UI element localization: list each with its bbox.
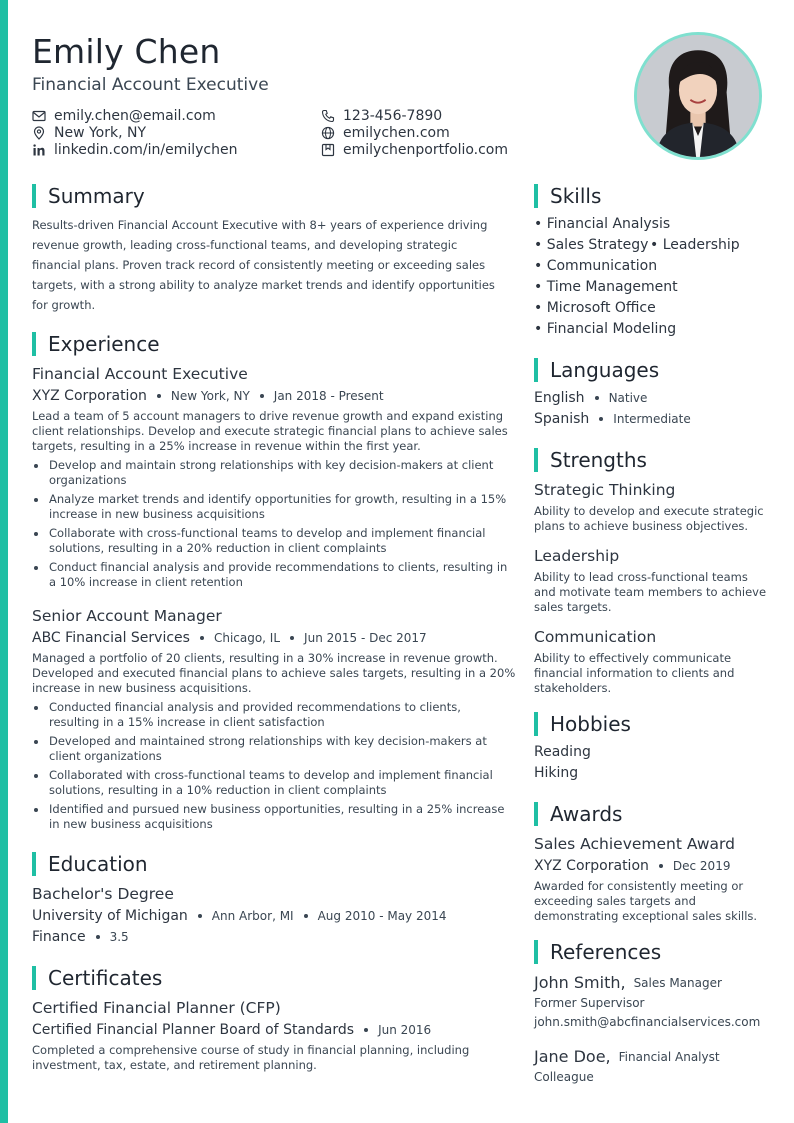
job-description — [32, 651, 515, 696]
heading-accent — [534, 448, 538, 472]
job-location: Chicago, IL — [213, 631, 281, 645]
list-item: Identified and pursued new business opportunities, resulting in a 25% increase in new business acquisitions — [32, 802, 504, 832]
school-location: Ann Arbor, MI — [211, 909, 294, 923]
skill-item: • Leadership — [650, 237, 740, 253]
linkedin-icon — [32, 143, 46, 157]
email-text: emily.chen@email.com — [54, 108, 216, 124]
job-dates: Jun 2015 - Dec 2017 — [304, 631, 427, 645]
summary-line: Results-driven Financial Account Executive with 8+ years of experience driving — [32, 218, 488, 232]
certificate-meta — [32, 1022, 431, 1038]
skill-item: • Sales Strategy — [534, 237, 649, 253]
heading-accent — [534, 184, 538, 208]
separator-dot — [599, 417, 603, 421]
strength-title: Leadership — [534, 547, 620, 565]
reference-header — [534, 1047, 720, 1066]
job-company: ABC Financial Services — [32, 630, 190, 646]
references-heading — [534, 940, 661, 964]
award-meta — [534, 858, 730, 874]
skill-item: • Communication — [534, 258, 658, 274]
certificate-issuer: Certified Financial Planner Board of Standards — [32, 1022, 355, 1038]
reference-role: Financial Analyst — [618, 1049, 720, 1064]
job-bullets — [32, 700, 504, 836]
separator-dot — [96, 935, 100, 939]
summary-line: targets, with a strong ability to analyze market trends and identify opportunities — [32, 278, 495, 292]
strengths-heading-text: Strengths — [550, 448, 647, 472]
reference-relation: Colleague — [534, 1070, 594, 1084]
certificate-description — [32, 1043, 469, 1073]
separator-dot — [198, 914, 202, 918]
summary-text — [32, 215, 495, 315]
mail-icon — [32, 109, 46, 123]
experience-heading — [32, 332, 160, 356]
certificates-heading — [32, 966, 162, 990]
job-title: Financial Account Executive — [32, 365, 248, 383]
phone-text: 123-456-7890 — [343, 108, 443, 124]
skill-item: • Financial Modeling — [534, 321, 677, 337]
languages-heading-text: Languages — [550, 358, 660, 382]
heading-accent — [32, 184, 36, 208]
award-org: XYZ Corporation — [534, 858, 649, 874]
list-item: Conducted financial analysis and provided recommendations to clients, resulting in a 15% increase in client satisfaction — [32, 700, 504, 730]
award-date: Dec 2019 — [672, 859, 731, 873]
award-name: Sales Achievement Award — [534, 835, 735, 853]
desc-line: Developed and executed financial plans to achieve sales targets, resulting in a 20% — [32, 666, 516, 680]
award-description: Awarded for consistently meeting or exceeding sales targets and demonstrating exceptional sales skills. — [534, 879, 758, 923]
heading-accent — [32, 966, 36, 990]
separator-dot — [364, 1028, 368, 1032]
certificate-date: Jun 2016 — [378, 1023, 432, 1037]
contact-email[interactable] — [32, 108, 216, 124]
education-heading — [32, 852, 148, 876]
bookmark-icon — [321, 143, 335, 157]
contact-linkedin[interactable] — [32, 142, 237, 158]
education-dates: Aug 2010 - May 2014 — [317, 909, 447, 923]
language-item — [534, 411, 691, 427]
summary-line: for growth. — [32, 298, 96, 312]
website-text: emilychen.com — [343, 125, 450, 141]
desc-line: client relationships. Develop and execute strategic financial plans to achieve sales — [32, 424, 508, 438]
job-meta — [32, 388, 384, 404]
heading-accent — [32, 852, 36, 876]
strengths-heading — [534, 448, 647, 472]
strength-description: Ability to effectively communicate financial information to clients and stakeholders. — [534, 651, 735, 695]
desc-line: increase in new business acquisitions. — [32, 681, 252, 695]
awards-heading-text: Awards — [550, 802, 623, 826]
language-name: English — [534, 390, 585, 406]
list-item: Collaborate with cross-functional teams to develop and implement financial solutions, resulting in a 20% reduction in client complaints — [32, 526, 507, 556]
job-title: Senior Account Manager — [32, 607, 222, 625]
summary-heading — [32, 184, 145, 208]
location-pin-icon — [32, 126, 46, 140]
separator-dot — [659, 864, 663, 868]
job-description — [32, 409, 508, 454]
separator-dot — [595, 396, 599, 400]
separator-dot — [304, 914, 308, 918]
location-text: New York, NY — [54, 125, 147, 141]
reference-email[interactable]: john.smith@abcfinancialservices.com — [534, 1015, 761, 1029]
experience-heading-text: Experience — [48, 332, 160, 356]
desc-line: investment, tax, estate, and retirement planning. — [32, 1058, 317, 1072]
list-item: Conduct financial analysis and provide recommendations to clients, resulting in a 10% increase in client retention — [32, 560, 507, 590]
contact-portfolio[interactable] — [321, 142, 508, 158]
heading-accent — [32, 332, 36, 356]
candidate-name: Emily Chen — [32, 32, 221, 71]
hobbies-heading — [534, 712, 631, 736]
skill-item: • Time Management — [534, 279, 678, 295]
reference-header — [534, 973, 722, 992]
desc-line: Lead a team of 5 account managers to drive revenue growth and expand existing — [32, 409, 504, 423]
awards-heading — [534, 802, 622, 826]
references-heading-text: References — [550, 940, 662, 964]
hobby-item: Reading — [534, 744, 591, 760]
hobbies-heading-text: Hobbies — [550, 712, 631, 736]
heading-accent — [534, 712, 538, 736]
separator-dot — [260, 394, 264, 398]
accent-bar — [0, 0, 8, 1123]
education-heading-text: Education — [48, 852, 148, 876]
globe-icon — [321, 126, 335, 140]
strength-title: Strategic Thinking — [534, 481, 676, 499]
summary-line: revenue growth, leading cross-functional teams, and developing strategic — [32, 238, 458, 252]
heading-accent — [534, 802, 538, 826]
hobby-item: Hiking — [534, 765, 579, 781]
separator-dot — [157, 394, 161, 398]
job-location: New York, NY — [170, 389, 250, 403]
list-item: Develop and maintain strong relationships with key decision-makers at client organizations — [32, 458, 507, 488]
heading-accent — [534, 358, 538, 382]
reference-relation: Former Supervisor — [534, 996, 645, 1010]
language-level: Native — [608, 391, 648, 405]
portfolio-text: emilychenportfolio.com — [343, 142, 509, 158]
reference-name: Jane Doe, — [534, 1047, 611, 1066]
list-item: Analyze market trends and identify opportunities for growth, resulting in a 15% increase in new business acquisitions — [32, 492, 507, 522]
contact-website[interactable] — [321, 125, 450, 141]
skills-heading — [534, 184, 601, 208]
separator-dot — [200, 636, 204, 640]
education-meta — [32, 908, 447, 924]
strength-description: Ability to lead cross-functional teams and motivate team members to achieve sales targets. — [534, 570, 767, 614]
desc-line: Completed a comprehensive course of study in financial planning, including — [32, 1043, 470, 1057]
separator-dot — [290, 636, 294, 640]
summary-line: financial plans. Proven track record of consistently meeting or exceeding sales — [32, 258, 486, 272]
strength-title: Communication — [534, 628, 657, 646]
linkedin-text: linkedin.com/in/emilychen — [54, 142, 238, 158]
job-bullets — [32, 458, 507, 594]
list-item: Collaborated with cross-functional teams to develop and implement financial solutions, resulting in a 10% reduction in client complaints — [32, 768, 504, 798]
skills-heading-text: Skills — [550, 184, 602, 208]
heading-accent — [534, 940, 538, 964]
school-name: University of Michigan — [32, 908, 188, 924]
education-field — [32, 929, 129, 945]
job-dates: Jan 2018 - Present — [273, 389, 384, 403]
certificate-name: Certified Financial Planner (CFP) — [32, 999, 281, 1017]
list-item: Developed and maintained strong relationships with key decision-makers at client organizations — [32, 734, 504, 764]
certificates-heading-text: Certificates — [48, 966, 163, 990]
job-meta — [32, 630, 427, 646]
profile-photo — [634, 32, 762, 160]
summary-heading-text: Summary — [48, 184, 145, 208]
languages-heading — [534, 358, 659, 382]
candidate-title: Financial Account Executive — [32, 75, 269, 95]
reference-name: John Smith, — [534, 973, 626, 992]
desc-line: targets, resulting in a 25% increase in revenue within the first year. — [32, 439, 421, 453]
language-item — [534, 390, 647, 406]
language-level: Intermediate — [613, 412, 691, 426]
job-company: XYZ Corporation — [32, 388, 147, 404]
desc-line: Managed a portfolio of 20 clients, resulting in a 30% increase in revenue growth. — [32, 651, 498, 665]
reference-role: Sales Manager — [633, 975, 722, 990]
skill-item: • Microsoft Office — [534, 300, 656, 316]
degree: Bachelor's Degree — [32, 885, 174, 903]
strength-description: Ability to develop and execute strategic plans to achieve business objectives. — [534, 504, 764, 533]
skill-item: • Financial Analysis — [534, 216, 671, 232]
field-of-study: Finance — [32, 929, 86, 945]
gpa: 3.5 — [109, 930, 129, 944]
phone-icon — [321, 109, 335, 123]
contact-phone[interactable] — [321, 108, 442, 124]
language-name: Spanish — [534, 411, 590, 427]
contact-location — [32, 125, 146, 141]
